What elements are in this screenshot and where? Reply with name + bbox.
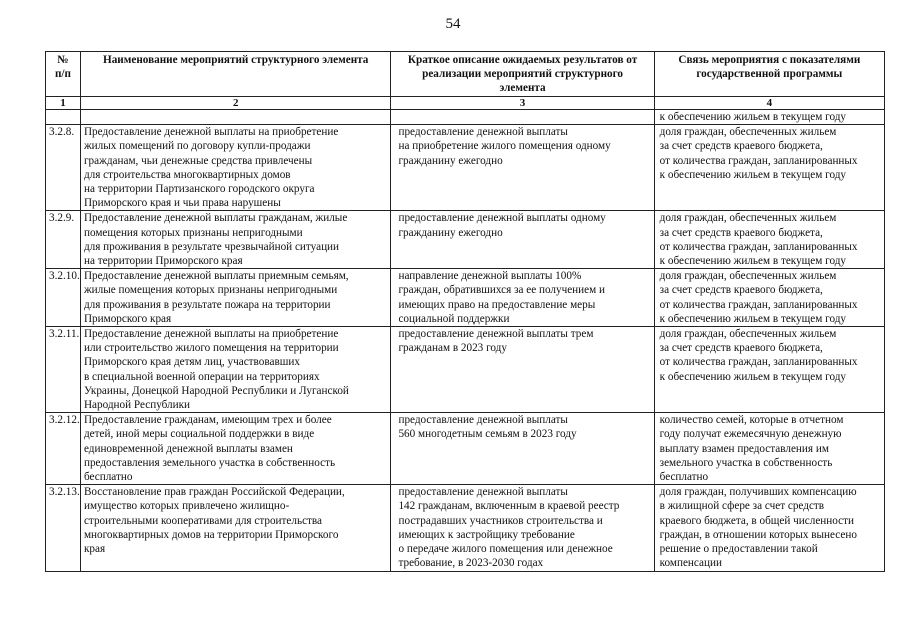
text-line: жилых помещений по договору купли-продажи (83, 140, 311, 153)
text-line: жилые помещения которых признаны непригодными (83, 284, 338, 297)
program-indicator (654, 413, 884, 485)
measure-name (80, 327, 391, 413)
text-line: помещения которых признаны непригодными (83, 226, 303, 239)
text-line: краевого бюджета, в общей численности (659, 514, 854, 527)
text-line: граждан, обратившихся за ее получением и (398, 284, 605, 297)
table-row (46, 327, 885, 413)
text-line: к обеспечению жильем в текущем году (659, 255, 847, 268)
text-line: доля граждан, обеспеченных жильем (659, 212, 837, 225)
text-line: реализации мероприятий структурного (422, 68, 623, 81)
text-line: от количества граждан, запланированных (659, 356, 858, 369)
table-row (46, 269, 885, 327)
text-line: п/п (54, 68, 71, 81)
text-line: предоставление денежной выплаты (398, 414, 568, 427)
expected-result (391, 485, 654, 571)
text-line: предоставление денежной выплаты трем (398, 328, 594, 341)
program-indicator (654, 211, 884, 269)
row-number: 3.2.12. (46, 413, 81, 485)
text-line: граждан, в отношении которых вынесено (659, 528, 857, 541)
text-line: Приморского края детям лиц, участвовавших (83, 356, 300, 369)
text-line: компенсации (659, 557, 722, 570)
table-row (46, 413, 885, 485)
text-line: элемента (499, 82, 546, 95)
text-line: выплату взамен предоставления им (659, 442, 829, 455)
text-line: края (83, 543, 106, 556)
expected-result (391, 269, 654, 327)
text-line: строительными кооперативами для строительства (83, 514, 323, 527)
expected-result (391, 125, 654, 211)
text-line: в жилищной сфере за счет средств (659, 500, 825, 513)
page-number: 54 (445, 16, 461, 32)
text-line: в специальной военной операции на территориях (83, 370, 320, 383)
text-line: государственной программы (696, 68, 843, 81)
text-line: Предоставление денежной выплаты приемным семьям, (83, 270, 349, 283)
text-line: детей, иной меры социальной поддержки в виде (83, 428, 315, 441)
table-header-row (46, 52, 885, 97)
row-number: 3.2.13. (46, 485, 81, 571)
text-line: к обеспечению жильем в текущем году (659, 111, 847, 123)
text-line: имущество которых привлечено жилищно- (83, 500, 290, 513)
text-line: от количества граждан, запланированных (659, 298, 858, 311)
table-row (46, 125, 885, 211)
text-line: Предоставление денежной выплаты гражданам, жилые (83, 212, 348, 225)
continuation-num (46, 110, 81, 125)
text-line: бесплатно (659, 471, 709, 484)
text-line: доля граждан, обеспеченных жильем (659, 328, 837, 341)
text-line: для проживания в результате пожара на территории (83, 298, 331, 311)
text-line: на территории Партизанского городского округа (83, 183, 315, 196)
text-line: доля граждан, получивших компенсацию (659, 486, 857, 499)
header-measure-name (80, 52, 391, 97)
text-line: Приморского края и чьи права нарушены (83, 197, 281, 210)
text-line: гражданину ежегодно (398, 154, 503, 167)
measure-name (80, 125, 391, 211)
text-line: Предоставление гражданам, имеющим трех и более (83, 414, 332, 427)
text-line: предоставление денежной выплаты одному (398, 212, 606, 225)
row-number: 3.2.8. (46, 125, 81, 211)
column-numbering-row (46, 97, 885, 110)
program-indicator (654, 485, 884, 571)
expected-result (391, 211, 654, 269)
text-line: единовременной денежной выплаты взамен (83, 442, 293, 455)
text-line: 560 многодетным семьям в 2023 году (398, 428, 577, 441)
text-line: предоставления земельного участка в собственность (83, 456, 336, 469)
text-line: направление денежной выплаты 100% (398, 270, 582, 283)
text-line: от количества граждан, запланированных (659, 240, 858, 253)
text-line: предоставление денежной выплаты (398, 486, 568, 499)
text-line: Народной Республики (83, 399, 191, 412)
program-indicator (654, 269, 884, 327)
text-line: бесплатно (83, 471, 133, 484)
text-line: для строительства многоквартирных домов (83, 168, 291, 181)
text-line: Украины, Донецкой Народной Республики и Луганской (83, 384, 349, 397)
column-number: 2 (80, 97, 391, 110)
measure-name (80, 211, 391, 269)
measures-table (45, 51, 885, 572)
header-num (46, 52, 81, 97)
text-line: году получат ежемесячную денежную (659, 428, 842, 441)
column-number: 4 (654, 97, 884, 110)
text-line: гражданам в 2023 году (398, 342, 507, 355)
text-line: № (57, 54, 69, 66)
text-line: Приморского края (83, 312, 172, 325)
text-line: 142 гражданам, включенным в краевой реестр (398, 500, 620, 513)
text-line: решение о предоставлении такой (659, 543, 818, 556)
continuation-row (46, 110, 885, 125)
text-line: Предоставление денежной выплаты на приобретение (83, 126, 339, 139)
continuation-link (654, 110, 884, 125)
text-line: к обеспечению жильем в текущем году (659, 370, 847, 383)
text-line: Предоставление денежной выплаты на приобретение (83, 328, 339, 341)
text-line: требование, в 2023-2030 годах (398, 557, 544, 570)
table-row (46, 211, 885, 269)
text-line: о передаче жилого помещения или денежное (398, 543, 613, 556)
expected-result (391, 413, 654, 485)
continuation-name (80, 110, 391, 125)
header-expected-results (391, 52, 654, 97)
header-program-link (654, 52, 884, 97)
text-line: Краткое описание ожидаемых результатов от (407, 54, 638, 66)
text-line: гражданину ежегодно (398, 226, 503, 239)
column-number: 3 (391, 97, 654, 110)
text-line: для проживания в результате чрезвычайной ситуации (83, 240, 340, 253)
text-line: на приобретение жилого помещения одному (398, 140, 611, 153)
measure-name (80, 269, 391, 327)
text-line: земельного участка в собственность (659, 456, 833, 469)
text-line: Восстановление прав граждан Российской Федерации, (83, 486, 345, 499)
text-line: к обеспечению жильем в текущем году (659, 168, 847, 181)
measure-name (80, 485, 391, 571)
text-line: от количества граждан, запланированных (659, 154, 858, 167)
text-line: на территории Приморского края (83, 255, 243, 268)
row-number: 3.2.11. (46, 327, 81, 413)
continuation-result (391, 110, 654, 125)
text-line: за счет средств краевого бюджета, (659, 226, 823, 239)
table-row (46, 485, 885, 571)
text-line: пострадавших участников строительства и (398, 514, 603, 527)
measure-name (80, 413, 391, 485)
text-line: или строительство жилого помещения на территории (83, 342, 339, 355)
text-line: количество семей, которые в отчетном (659, 414, 844, 427)
text-line: социальной поддержки (398, 312, 510, 325)
column-number: 1 (46, 97, 81, 110)
text-line: имеющих к застройщику требование (398, 528, 575, 541)
text-line: многоквартирных домов на территории Приморского (83, 528, 339, 541)
text-line: гражданам, чьи денежные средства привлечены (83, 154, 313, 167)
text-line: за счет средств краевого бюджета, (659, 342, 823, 355)
row-number: 3.2.10. (46, 269, 81, 327)
text-line: Связь мероприятия с показателями (678, 54, 861, 66)
text-line: имеющих право на предоставление меры (398, 298, 596, 311)
row-number: 3.2.9. (46, 211, 81, 269)
text-line: доля граждан, обеспеченных жильем (659, 270, 837, 283)
text-line: к обеспечению жильем в текущем году (659, 312, 847, 325)
text-line: предоставление денежной выплаты (398, 126, 568, 139)
text-line: за счет средств краевого бюджета, (659, 140, 823, 153)
program-indicator (654, 125, 884, 211)
program-indicator (654, 327, 884, 413)
text-line: доля граждан, обеспеченных жильем (659, 126, 837, 139)
text-line: Наименование мероприятий структурного элемента (103, 54, 369, 66)
expected-result (391, 327, 654, 413)
text-line: за счет средств краевого бюджета, (659, 284, 823, 297)
